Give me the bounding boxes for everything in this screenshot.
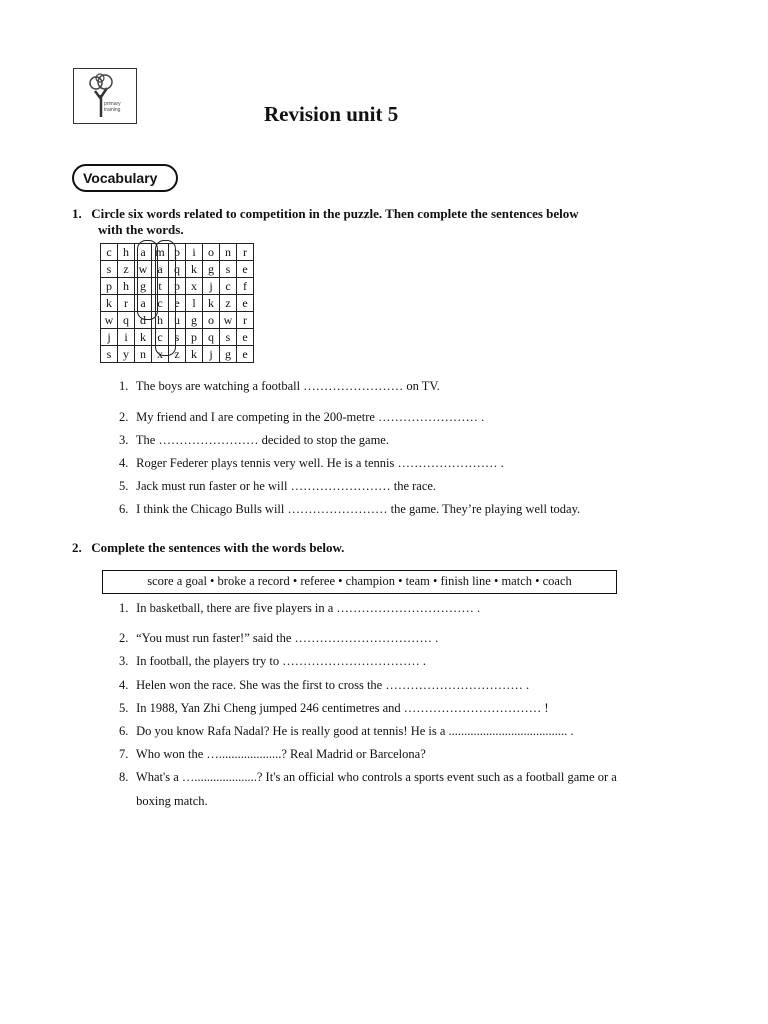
sentence-text: My friend and I are competing in the 200-metre …………………… . bbox=[133, 410, 485, 424]
puzzle-cell: t bbox=[152, 278, 169, 295]
puzzle-cell: n bbox=[135, 346, 152, 363]
sentence-number: 6. bbox=[119, 502, 129, 516]
puzzle-cell: i bbox=[186, 244, 203, 261]
puzzle-cell: y bbox=[118, 346, 135, 363]
puzzle-cell: m bbox=[152, 244, 169, 261]
puzzle-cell: z bbox=[118, 261, 135, 278]
puzzle-cell: a bbox=[135, 244, 152, 261]
sentence-number: 5. bbox=[119, 479, 129, 493]
puzzle-cell: w bbox=[220, 312, 237, 329]
puzzle-cell: i bbox=[118, 329, 135, 346]
puzzle-row bbox=[101, 295, 254, 312]
sentence-item bbox=[119, 479, 436, 494]
puzzle-cell: h bbox=[152, 312, 169, 329]
sentence-item bbox=[119, 379, 440, 394]
puzzle-cell: p bbox=[186, 329, 203, 346]
sentence-text: boxing match. bbox=[133, 794, 208, 808]
puzzle-cell: k bbox=[101, 295, 118, 312]
word-bank: score a goal • broke a record • referee • champion • team • finish line • match • coach bbox=[102, 570, 617, 594]
question-number: 2. bbox=[72, 540, 82, 555]
puzzle-cell: s bbox=[220, 329, 237, 346]
puzzle-cell: r bbox=[118, 295, 135, 312]
sentence-item bbox=[119, 654, 426, 669]
puzzle-cell: p bbox=[169, 278, 186, 295]
puzzle-row bbox=[101, 312, 254, 329]
puzzle-cell: l bbox=[186, 295, 203, 312]
puzzle-cell: u bbox=[169, 312, 186, 329]
sentence-text: The boys are watching a football …………………… on TV. bbox=[133, 379, 440, 393]
puzzle-cell: w bbox=[101, 312, 118, 329]
puzzle-cell: x bbox=[152, 346, 169, 363]
sentence-text: Who won the …....................? Real Madrid or Barcelona? bbox=[133, 747, 426, 761]
puzzle-row bbox=[101, 329, 254, 346]
sentence-item bbox=[119, 601, 480, 616]
puzzle-cell: g bbox=[203, 261, 220, 278]
puzzle-cell: c bbox=[101, 244, 118, 261]
sentence-text: What's a …....................? It's an official who controls a sports event such as a football game or a bbox=[133, 770, 617, 784]
word-search-puzzle bbox=[100, 243, 254, 363]
publisher-logo bbox=[73, 68, 137, 124]
puzzle-cell: r bbox=[237, 244, 254, 261]
sentence-number: 3. bbox=[119, 654, 129, 668]
sentence-item bbox=[119, 747, 426, 762]
puzzle-cell: w bbox=[135, 261, 152, 278]
puzzle-cell: e bbox=[237, 329, 254, 346]
puzzle-cell: o bbox=[203, 244, 220, 261]
sentence-text: In football, the players try to …………………………… . bbox=[133, 654, 427, 668]
sentence-number: 1. bbox=[119, 379, 129, 393]
puzzle-cell: s bbox=[101, 346, 118, 363]
puzzle-cell: g bbox=[186, 312, 203, 329]
puzzle-cell: e bbox=[237, 295, 254, 312]
sentence-number: 4. bbox=[119, 456, 129, 470]
puzzle-cell: e bbox=[237, 346, 254, 363]
puzzle-cell: o bbox=[203, 312, 220, 329]
puzzle-cell: k bbox=[186, 346, 203, 363]
sentence-item bbox=[119, 502, 580, 517]
sentence-number: 5. bbox=[119, 701, 129, 715]
puzzle-cell: d bbox=[135, 312, 152, 329]
sentence-text: In basketball, there are five players in a …………………………… . bbox=[133, 601, 481, 615]
puzzle-cell: c bbox=[152, 295, 169, 312]
puzzle-cell: n bbox=[220, 244, 237, 261]
sentence-text: The …………………… decided to stop the game. bbox=[133, 433, 389, 447]
sentence-number: 1. bbox=[119, 601, 129, 615]
puzzle-cell: k bbox=[186, 261, 203, 278]
puzzle-cell: z bbox=[169, 346, 186, 363]
sentence-text: Roger Federer plays tennis very well. He is a tennis …………………… . bbox=[133, 456, 504, 470]
puzzle-cell: s bbox=[169, 329, 186, 346]
puzzle-cell: k bbox=[135, 329, 152, 346]
puzzle-cell: q bbox=[203, 329, 220, 346]
sentence-number: 4. bbox=[119, 678, 129, 692]
logo-caption: primary training bbox=[104, 101, 121, 113]
puzzle-cell: e bbox=[169, 295, 186, 312]
puzzle-cell: s bbox=[220, 261, 237, 278]
sentence-number: 6. bbox=[119, 724, 129, 738]
sentence-item bbox=[119, 794, 208, 809]
sentence-item bbox=[119, 701, 549, 716]
circled-word-mark bbox=[155, 240, 176, 356]
puzzle-cell: k bbox=[203, 295, 220, 312]
puzzle-cell: r bbox=[237, 312, 254, 329]
instruction-line: Complete the sentences with the words below. bbox=[91, 540, 345, 555]
puzzle-cell: s bbox=[101, 261, 118, 278]
puzzle-cell: p bbox=[169, 244, 186, 261]
sentence-number: 2. bbox=[119, 631, 129, 645]
sentence-text: “You must run faster!” said the …………………………… . bbox=[133, 631, 439, 645]
puzzle-cell: g bbox=[220, 346, 237, 363]
puzzle-cell: h bbox=[118, 278, 135, 295]
puzzle-cell: q bbox=[118, 312, 135, 329]
puzzle-cell: x bbox=[186, 278, 203, 295]
instruction-line: Circle six words related to competition in the puzzle. Then complete the sentences below bbox=[91, 206, 579, 221]
puzzle-cell: c bbox=[152, 329, 169, 346]
question-1-instruction bbox=[72, 206, 672, 238]
puzzle-cell: z bbox=[220, 295, 237, 312]
sentence-number: 3. bbox=[119, 433, 129, 447]
puzzle-cell: q bbox=[169, 261, 186, 278]
sentence-item bbox=[119, 456, 504, 471]
puzzle-cell: e bbox=[237, 261, 254, 278]
sentence-item bbox=[119, 724, 574, 739]
sentence-item bbox=[119, 770, 617, 785]
sentence-item bbox=[119, 631, 438, 646]
puzzle-cell: j bbox=[101, 329, 118, 346]
sentence-text: I think the Chicago Bulls will …………………… the game. They’re playing well today. bbox=[133, 502, 581, 516]
sentence-item bbox=[119, 410, 484, 425]
puzzle-cell: c bbox=[220, 278, 237, 295]
puzzle-row bbox=[101, 346, 254, 363]
sentence-number: 2. bbox=[119, 410, 129, 424]
puzzle-row bbox=[101, 261, 254, 278]
question-number: 1. bbox=[72, 206, 82, 221]
puzzle-row bbox=[101, 244, 254, 261]
instruction-line: with the words. bbox=[98, 222, 184, 237]
sentence-number: 8. bbox=[119, 770, 129, 784]
sentence-text: In 1988, Yan Zhi Cheng jumped 246 centimetres and …………………………… ! bbox=[133, 701, 549, 715]
section-label-vocabulary: Vocabulary bbox=[72, 164, 178, 192]
sentence-number: 7. bbox=[119, 747, 129, 761]
sentence-item bbox=[119, 433, 389, 448]
puzzle-cell: j bbox=[203, 278, 220, 295]
puzzle-cell: p bbox=[101, 278, 118, 295]
question-2-instruction bbox=[72, 540, 672, 556]
sentence-text: Do you know Rafa Nadal? He is really good at tennis! He is a ...................................... . bbox=[133, 724, 574, 738]
puzzle-cell: h bbox=[118, 244, 135, 261]
puzzle-cell: j bbox=[203, 346, 220, 363]
sentence-item bbox=[119, 678, 529, 693]
puzzle-row bbox=[101, 278, 254, 295]
puzzle-cell: a bbox=[152, 261, 169, 278]
puzzle-cell: a bbox=[135, 295, 152, 312]
puzzle-cell: f bbox=[237, 278, 254, 295]
sentence-text: Jack must run faster or he will …………………… the race. bbox=[133, 479, 437, 493]
puzzle-cell: g bbox=[135, 278, 152, 295]
sentence-text: Helen won the race. She was the first to cross the …………………………… . bbox=[133, 678, 530, 692]
page-title: Revision unit 5 bbox=[264, 102, 399, 126]
